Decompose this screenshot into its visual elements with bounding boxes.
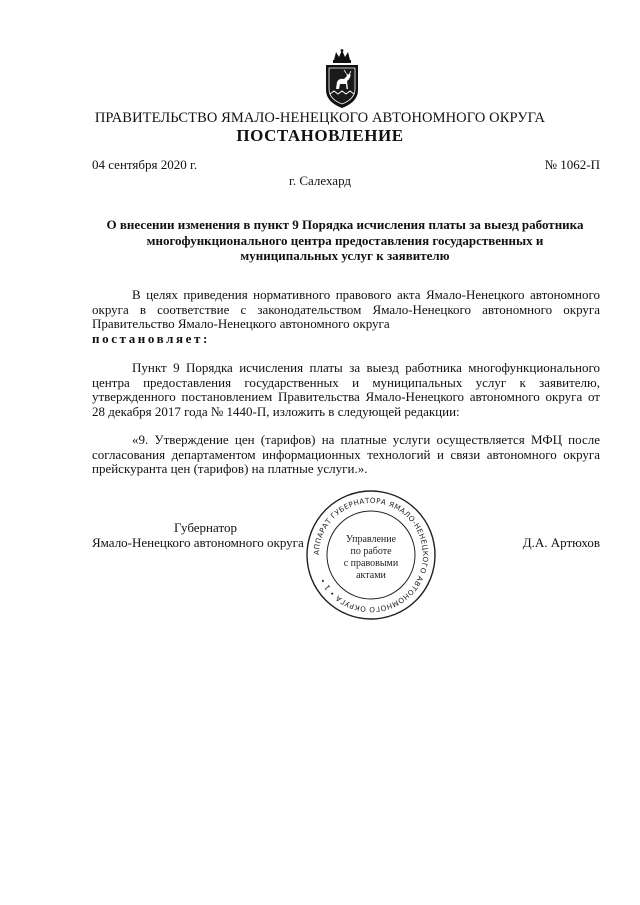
signatory-title: Губернатор (174, 520, 237, 535)
document-city: г. Салехард (288, 173, 352, 188)
resolution-verb: постановляет: (92, 331, 210, 346)
body-paragraph: Пункт 9 Порядка исчисления платы за выезд работника многофункционального центра предоставления государственных и муниципальных услуг к заявителю, утвержденного постановлением Правительства Ямало-Ненецкого автономного округа от 28 декабря 2017 года № 1440-П, изложить в следующей редакции: (92, 360, 600, 419)
signatory-name: Д.А. Артюхов (522, 535, 600, 550)
document-type: ПОСТАНОВЛЕНИЕ (236, 126, 404, 145)
stamp-ring-text: АППАРАТ ГУБЕРНАТОРА ЯМАЛО-НЕНЕЦКОГО АВТОНОМНОГО ОКРУГА • 1 • (311, 495, 431, 615)
document-date: 04 сентября 2020 г. (92, 157, 198, 172)
stamp-line: актами (356, 570, 386, 581)
official-stamp (304, 488, 438, 622)
stamp-line: с правовыми (343, 558, 399, 569)
document-title: О внесении изменения в пункт 9 Порядка исчисления платы за выезд работника многофункционального центра предоставления государственных и муниципальных услуг к заявителю (106, 217, 584, 263)
coat-of-arms-emblem (322, 48, 362, 110)
quoted-edit-paragraph: «9. Утверждение цен (тарифов) на платные услуги осуществляется МФЦ после согласования департаментом информационных технологий и связи автономного округа прейскуранта цен (тарифов) на платные услуги.». (92, 432, 600, 477)
document-number: № 1062-П (544, 157, 600, 172)
government-name: ПРАВИТЕЛЬСТВО ЯМАЛО-НЕНЕЦКОГО АВТОНОМНОГО ОКРУГА (94, 110, 546, 126)
stamp-line: Управление (345, 534, 397, 545)
preamble-paragraph: В целях приведения нормативного правового акта Ямало-Ненецкого автономного округа в соответствие с законодательством Ямало-Ненецкого автономного округа Правительство Ямало-Ненецкого автономного округа (92, 287, 600, 332)
stamp-line: по работе (350, 546, 392, 557)
signatory-region: Ямало-Ненецкого автономного округа (92, 535, 304, 550)
